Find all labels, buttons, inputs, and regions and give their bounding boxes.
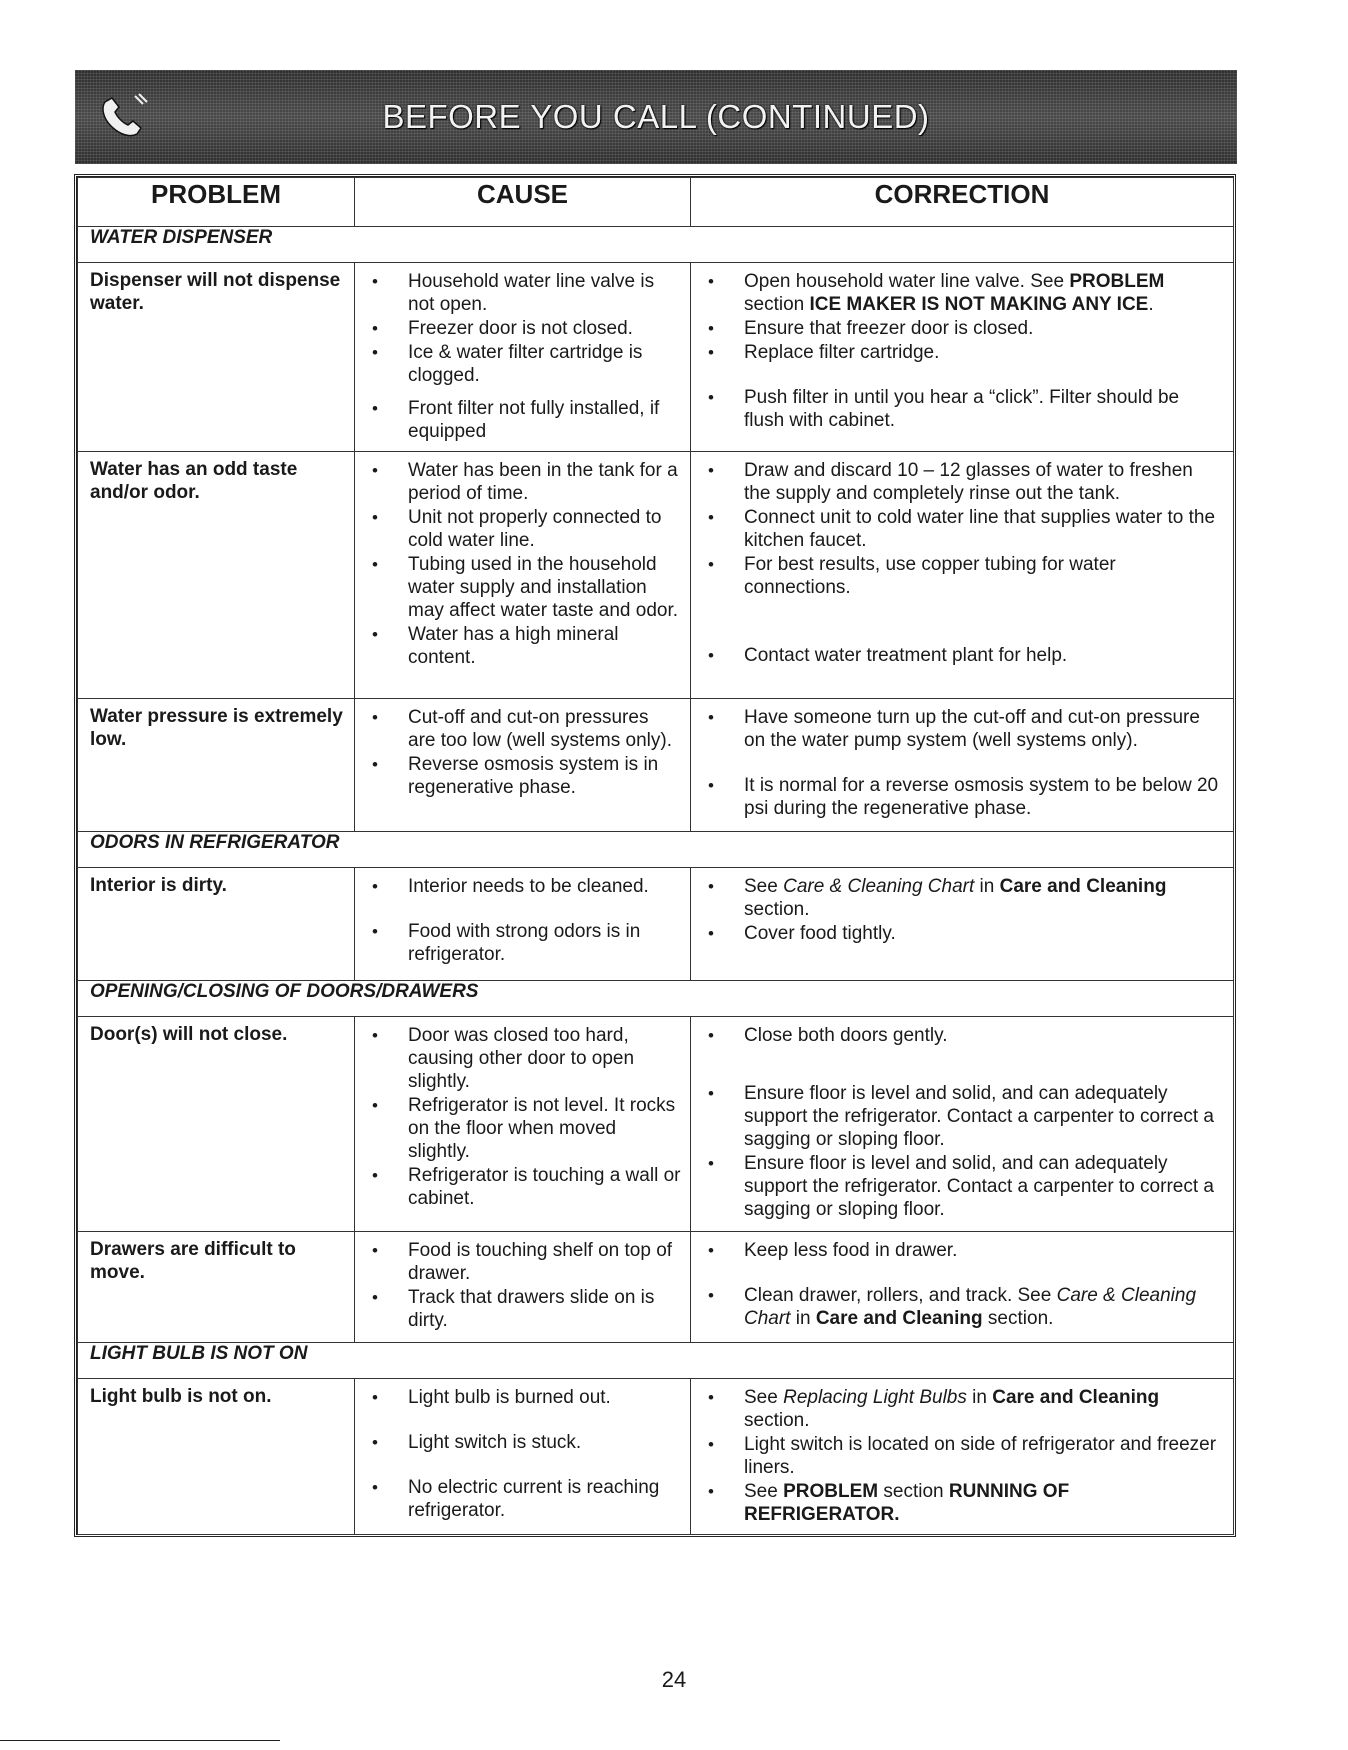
table-row: [78, 868, 1234, 981]
cause-cell: [355, 1017, 691, 1232]
cause-cell: [355, 452, 691, 699]
correction-item: • Light switch is located on side of refrigerator and freezer liners.: [692, 1433, 1224, 1479]
correction-cell: [691, 1017, 1234, 1232]
correction-cell: [691, 1379, 1234, 1535]
troubleshooting-table: [77, 177, 1234, 1535]
section-title: ODORS IN REFRIGERATOR: [78, 832, 1234, 868]
banner-title: BEFORE YOU CALL (CONTINUED): [382, 98, 930, 135]
correction-item: • See PROBLEM section RUNNING OF REFRIGERATOR.: [692, 1480, 1224, 1526]
correction-item: • Keep less food in drawer.: [692, 1239, 1224, 1262]
table-row: [78, 1232, 1234, 1343]
header-cause: CAUSE: [355, 178, 691, 227]
correction-item: • Cover food tightly.: [692, 922, 1224, 945]
correction-cell: [691, 868, 1234, 981]
problem-cell: Interior is dirty.: [78, 868, 355, 981]
cause-cell: [355, 1379, 691, 1535]
page-number: 24: [661, 1667, 687, 1692]
page-banner: [75, 70, 1237, 164]
table-row: [78, 452, 1234, 699]
cause-item: • Food is touching shelf on top of drawer.: [356, 1239, 681, 1285]
correction-cell: [691, 452, 1234, 699]
correction-item: • See Care & Cleaning Chart in Care and Cleaning section.: [692, 875, 1224, 921]
cause-item: • Refrigerator is not level. It rocks on the floor when moved slightly.: [356, 1094, 681, 1163]
correction-item: • Clean drawer, rollers, and track. See Care & Cleaning Chart in Care and Cleaning section.: [692, 1284, 1224, 1330]
correction-item: • Open household water line valve. See PROBLEM section ICE MAKER IS NOT MAKING ANY ICE.: [692, 270, 1224, 316]
section-row: [78, 227, 1234, 263]
correction-item: • Contact water treatment plant for help.: [692, 644, 1224, 667]
table-row: [78, 1017, 1234, 1232]
section-row: [78, 1343, 1234, 1379]
cause-item: • Unit not properly connected to cold water line.: [356, 506, 681, 552]
correction-item: • Ensure that freezer door is closed.: [692, 317, 1224, 340]
cause-item: • Light switch is stuck.: [356, 1431, 681, 1454]
correction-item: • Connect unit to cold water line that supplies water to the kitchen faucet.: [692, 506, 1224, 552]
table-row: [78, 263, 1234, 452]
problem-cell: Water has an odd taste and/or odor.: [78, 452, 355, 699]
correction-item: • For best results, use copper tubing for water connections.: [692, 553, 1224, 599]
correction-cell: [691, 263, 1234, 452]
cause-item: • Ice & water filter cartridge is clogged.: [356, 341, 681, 387]
section-row: [78, 981, 1234, 1017]
cause-item: • Household water line valve is not open.: [356, 270, 681, 316]
cause-item: • Food with strong odors is in refrigerator.: [356, 920, 681, 966]
correction-item: • Draw and discard 10 – 12 glasses of water to freshen the supply and completely rinse out the tank.: [692, 459, 1224, 505]
cause-item: • Water has a high mineral content.: [356, 623, 681, 669]
problem-cell: Door(s) will not close.: [78, 1017, 355, 1232]
cause-cell: [355, 1232, 691, 1343]
correction-item: • Ensure floor is level and solid, and can adequately support the refrigerator. Contact a carpenter to correct a sagging or sloping floor.: [692, 1082, 1224, 1151]
footer-rule: [0, 1740, 280, 1741]
section-title: OPENING/CLOSING OF DOORS/DRAWERS: [78, 981, 1234, 1017]
correction-item: • See Replacing Light Bulbs in Care and Cleaning section.: [692, 1386, 1224, 1432]
cause-item: • Interior needs to be cleaned.: [356, 875, 681, 898]
header-correction: CORRECTION: [691, 178, 1234, 227]
cause-cell: [355, 263, 691, 452]
correction-cell: [691, 1232, 1234, 1343]
cause-item: • Water has been in the tank for a period of time.: [356, 459, 681, 505]
cause-cell: [355, 868, 691, 981]
table-header-row: [78, 178, 1234, 227]
correction-cell: [691, 699, 1234, 832]
cause-item: • No electric current is reaching refrigerator.: [356, 1476, 681, 1522]
cause-item: • Freezer door is not closed.: [356, 317, 681, 340]
cause-item: • Track that drawers slide on is dirty.: [356, 1286, 681, 1332]
table-row: [78, 699, 1234, 832]
table-row: [78, 1379, 1234, 1535]
cause-item: • Door was closed too hard, causing other door to open slightly.: [356, 1024, 681, 1093]
correction-item: • Close both doors gently.: [692, 1024, 1224, 1047]
problem-cell: Drawers are difficult to move.: [78, 1232, 355, 1343]
problem-cell: Water pressure is extremely low.: [78, 699, 355, 832]
cause-item: • Light bulb is burned out.: [356, 1386, 681, 1409]
phone-handset-icon: [95, 88, 153, 146]
cause-item: • Front filter not fully installed, if equipped: [356, 397, 681, 443]
cause-item: • Cut-off and cut-on pressures are too low (well systems only).: [356, 706, 681, 752]
correction-item: • It is normal for a reverse osmosis system to be below 20 psi during the regenerative phase.: [692, 774, 1224, 820]
header-problem: PROBLEM: [78, 178, 355, 227]
section-row: [78, 832, 1234, 868]
section-title: WATER DISPENSER: [78, 227, 1234, 263]
correction-item: • Replace filter cartridge.: [692, 341, 1224, 364]
problem-cell: Dispenser will not dispense water.: [78, 263, 355, 452]
correction-item: • Push filter in until you hear a “click”. Filter should be flush with cabinet.: [692, 386, 1224, 432]
cause-item: • Tubing used in the household water supply and installation may affect water taste and odor.: [356, 553, 681, 622]
correction-item: • Have someone turn up the cut-off and cut-on pressure on the water pump system (well systems only).: [692, 706, 1224, 752]
correction-item: • Ensure floor is level and solid, and can adequately support the refrigerator. Contact a carpenter to correct a sagging or sloping floor.: [692, 1152, 1224, 1221]
cause-item: • Reverse osmosis system is in regenerative phase.: [356, 753, 681, 799]
section-title: LIGHT BULB IS NOT ON: [78, 1343, 1234, 1379]
problem-cell: Light bulb is not on.: [78, 1379, 355, 1535]
cause-item: • Refrigerator is touching a wall or cabinet.: [356, 1164, 681, 1210]
cause-cell: [355, 699, 691, 832]
